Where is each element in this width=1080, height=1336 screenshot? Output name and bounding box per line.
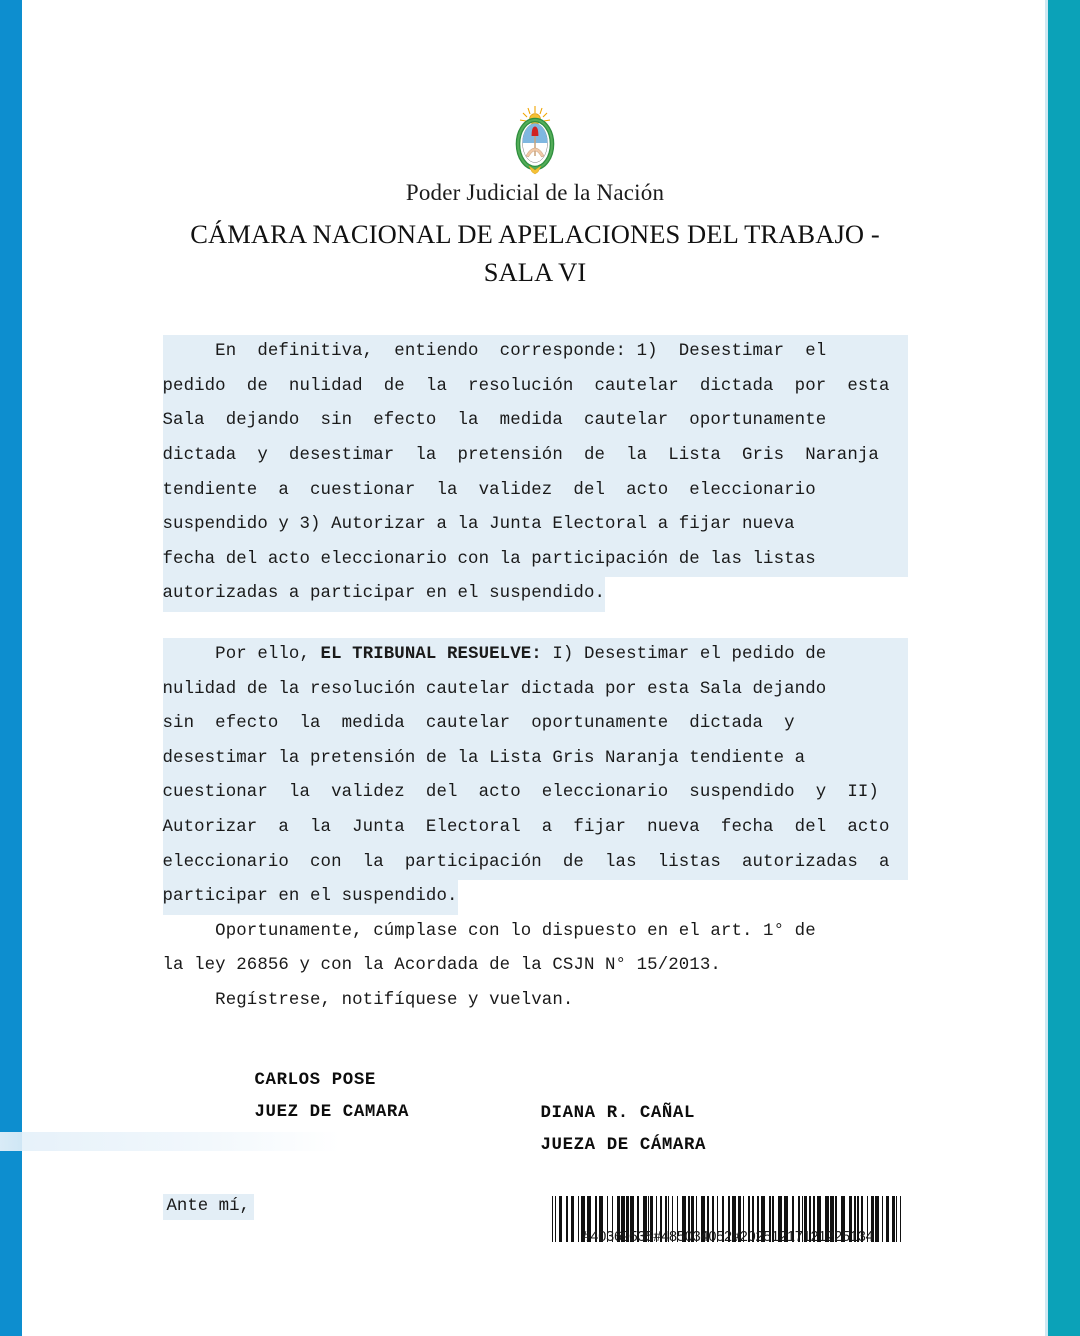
barcode-value: #40369535#485034052#20251217121225134 [582,1229,874,1245]
scan-edge-bar-right [1048,0,1080,1336]
text-line: cuestionar la validez del acto eleccionario suspendido y II) [163,776,908,811]
barcode-block [552,1196,904,1245]
text-line: Regístrese, notifíquese y vuelvan. [162,990,574,1010]
signature-block [163,1065,908,1173]
document-header [22,0,1048,291]
text-line: eleccionario con la participación de las listas autorizadas a [163,846,908,881]
text-line: dictada y desestimar la pretensión de la Lista Gris Naranja [163,439,908,474]
text-line: suspendido y 3) Autorizar a la Junta Electoral a fijar nueva [163,508,908,543]
organization-subtitle: Poder Judicial de la Nación [405,180,665,205]
court-title: CÁMARA NACIONAL DE APELACIONES DEL TRABAJO - SALA VI [190,219,880,287]
signature-name: DIANA R. CAÑAL [540,1103,696,1123]
signature-role: JUEZ DE CAMARA [254,1102,410,1122]
text-line-with-bold: Por ello, EL TRIBUNAL RESUELVE: I) Desestimar el pedido de [163,638,908,673]
text-line: la ley 26856 y con la Acordada de la CSJN N° 15/2013. [162,956,721,976]
text-line: En definitiva, entiendo corresponde: 1) Desestimar el [163,335,908,370]
text-line: Sala dejando sin efecto la medida cautelar oportunamente [163,404,908,439]
ante-mi-label: Ante mí, [163,1194,255,1220]
signature-role: JUEZA DE CÁMARA [540,1135,707,1155]
text-line: pedido de nulidad de la resolución cautelar dictada por esta [163,370,908,405]
text-line: sin efecto la medida cautelar oportunamente dictada y [163,707,908,742]
text-line: participar en el suspendido. [163,880,458,915]
scan-artifact-streak [0,1132,340,1151]
paragraph-resolucion-preliminar [163,335,908,612]
paragraph-tribunal-resuelve [163,638,908,915]
text-line: tendiente a cuestionar la validez del acto eleccionario [163,474,908,509]
argentina-coat-of-arms-icon [507,104,563,176]
signature-name: CARLOS POSE [254,1070,376,1090]
signature-left [255,1065,410,1129]
text-line: Autorizar a la Junta Electoral a fijar nueva fecha del acto [163,811,908,846]
text-line: fecha del acto eleccionario con la participación de las listas [163,543,908,578]
text-line: autorizadas a participar en el suspendido. [163,577,606,612]
text-line: Oportunamente, cúmplase con lo dispuesto en el art. 1° de [162,921,816,941]
paragraph-ley-26856 [163,915,908,984]
signature-right [541,1098,707,1162]
paragraph-registrese [163,984,908,1019]
text-line: nulidad de la resolución cautelar dictada por esta Sala dejando [163,673,908,708]
document-body [163,335,908,1018]
text-line: desestimar la pretensión de la Lista Gris Naranja tendiente a [163,742,908,777]
